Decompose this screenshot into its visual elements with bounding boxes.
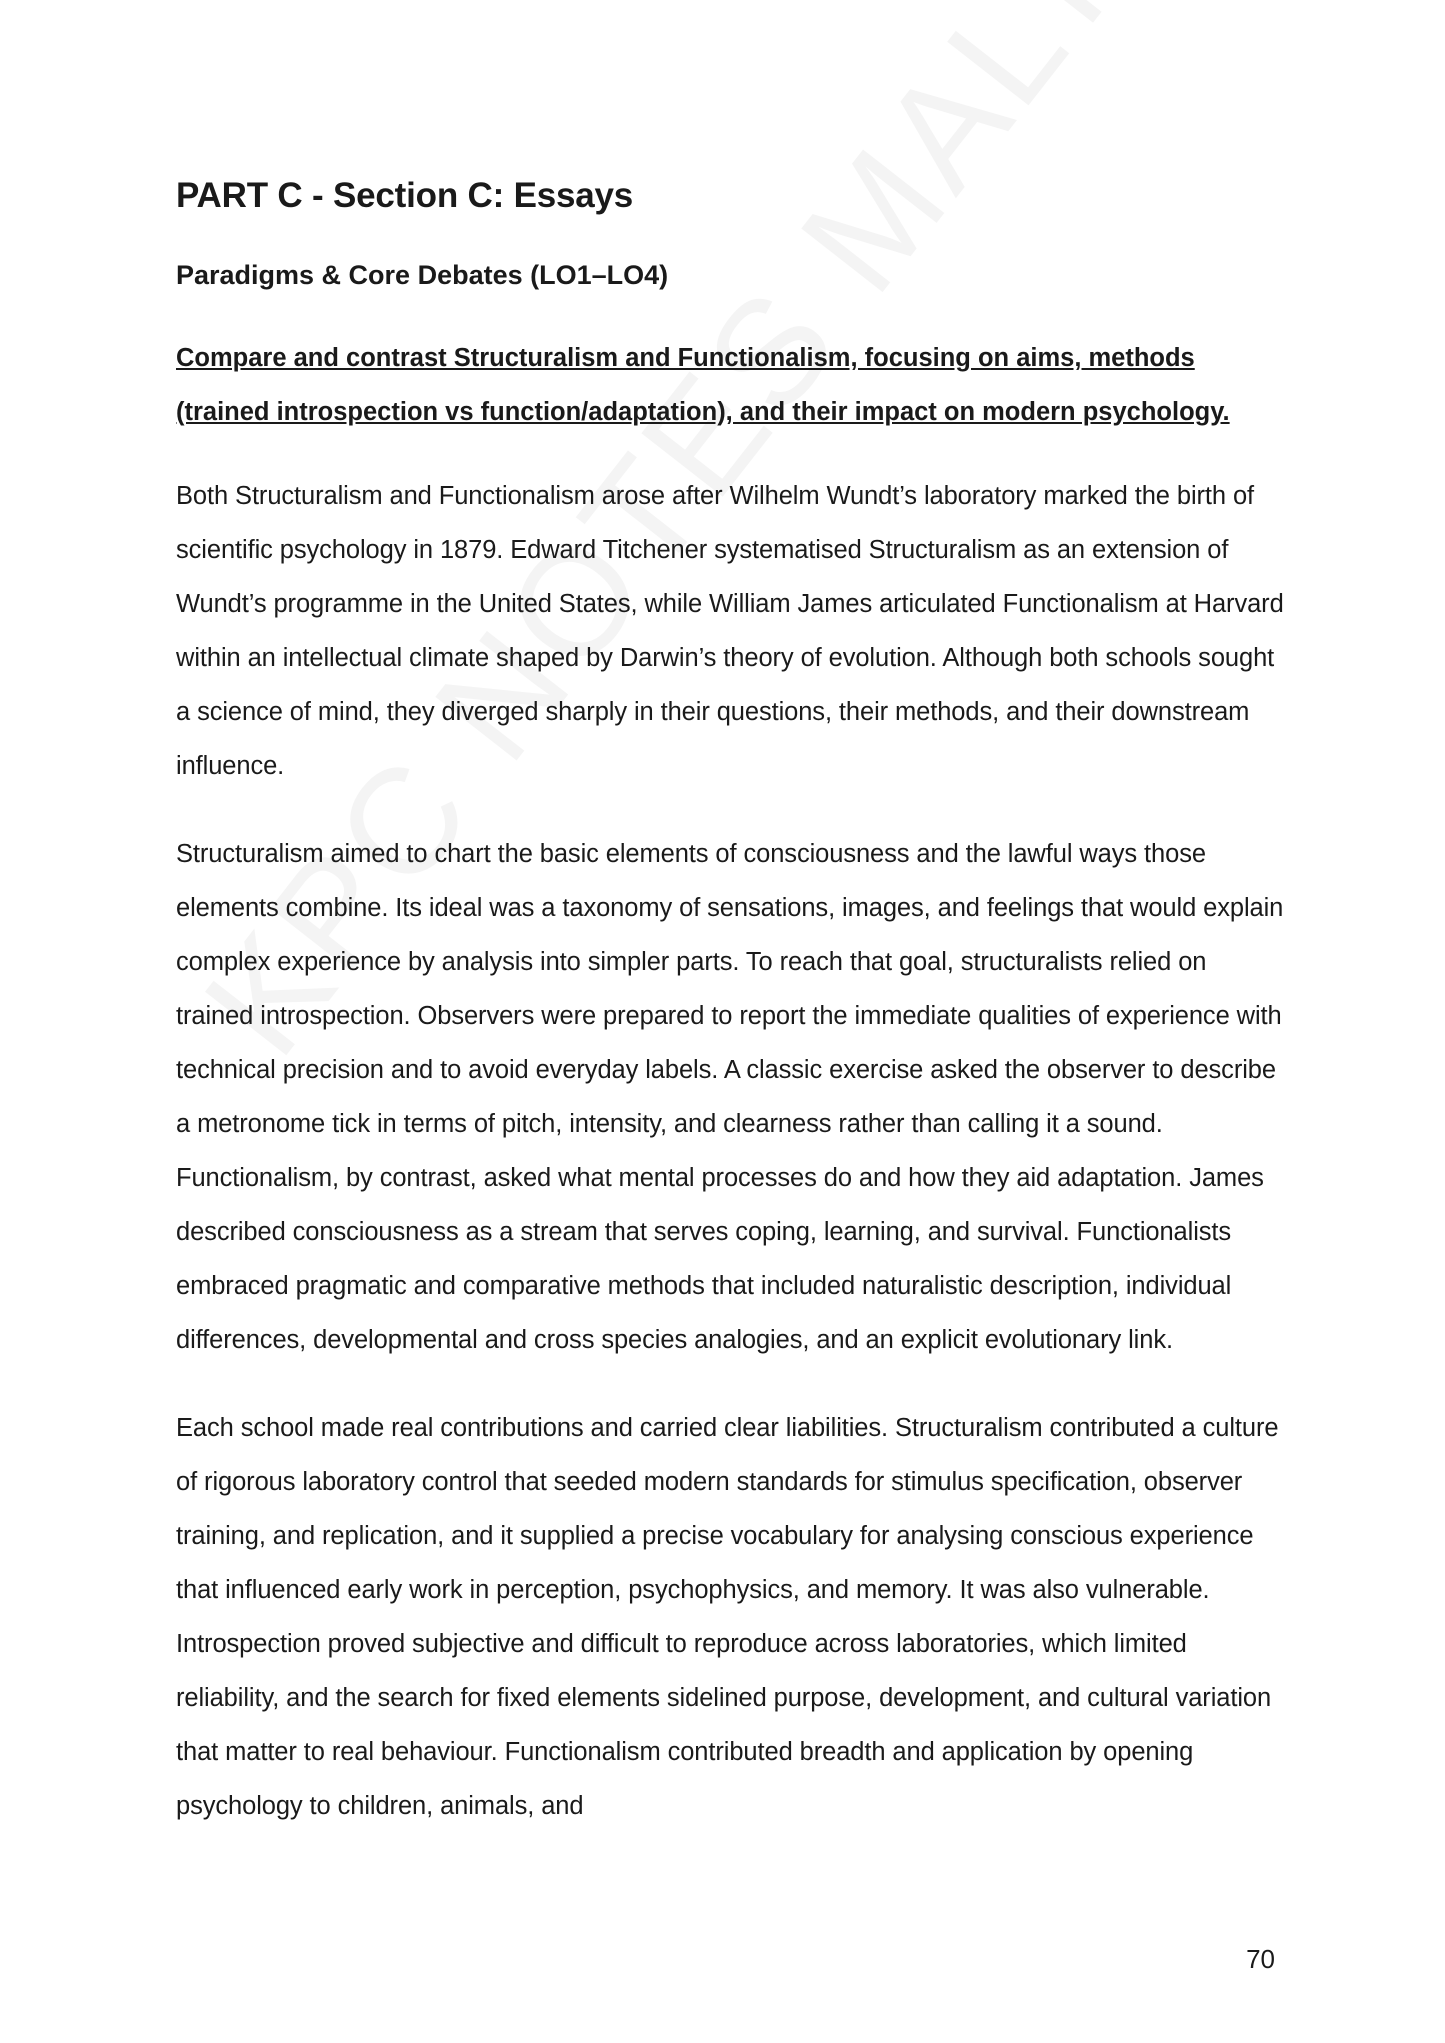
paragraph-1: Both Structuralism and Functionalism arose after Wilhelm Wundt’s laboratory marked the birth of scientific psychology in 1879. Edward Titchener systematised Structuralism as an extension of Wundt’s programme in the United States, while William James articulated Functionalism at Harvard within an intellectual climate shaped by Darwin’s theory of evolution. Although both schools sought a science of mind, they diverged sharply in their questions, their methods, and their downstream influence. — [176, 482, 1284, 780]
document-content — [176, 176, 1286, 1867]
paragraph-2: Structuralism aimed to chart the basic elements of consciousness and the lawful ways those elements combine. Its ideal was a taxonomy of sensations, images, and feelings that would explain complex experience by analysis into simpler parts. To reach that goal, structuralists relied on trained introspection. Observers were prepared to report the immediate qualities of experience with technical precision and to avoid everyday labels. A classic exercise asked the observer to describe a metronome tick in terms of pitch, intensity, and clearness rather than calling it a sound. Functionalism, by contrast, asked what mental processes do and how they aid adaptation. James described consciousness as a stream that serves coping, learning, and survival. Functionalists embraced pragmatic and comparative methods that included naturalistic description, individual differences, developmental and cross species analogies, and an explicit evolutionary link. — [176, 840, 1284, 1354]
essay-question: Compare and contrast Structuralism and Functionalism, focusing on aims, methods (trained introspection vs function/adaptation), and their impact on modern psychology. — [176, 344, 1230, 426]
paragraph-3: Each school made real contributions and carried clear liabilities. Structuralism contributed a culture of rigorous laboratory control that seeded modern standards for stimulus specification, observer training, and replication, and it supplied a precise vocabulary for analysing conscious experience that influenced early work in perception, psychophysics, and memory. It was also vulnerable. Introspection proved subjective and difficult to reproduce across laboratories, which limited reliability, and the search for fixed elements sidelined purpose, development, and cultural variation that matter to real behaviour. Functionalism contributed breadth and application by opening psychology to children, animals, and — [176, 1414, 1279, 1820]
section-title: Paradigms & Core Debates (LO1–LO4) — [176, 260, 669, 290]
part-title: PART C - Section C: Essays — [176, 176, 634, 215]
page-number: 70 — [1246, 1944, 1275, 1974]
